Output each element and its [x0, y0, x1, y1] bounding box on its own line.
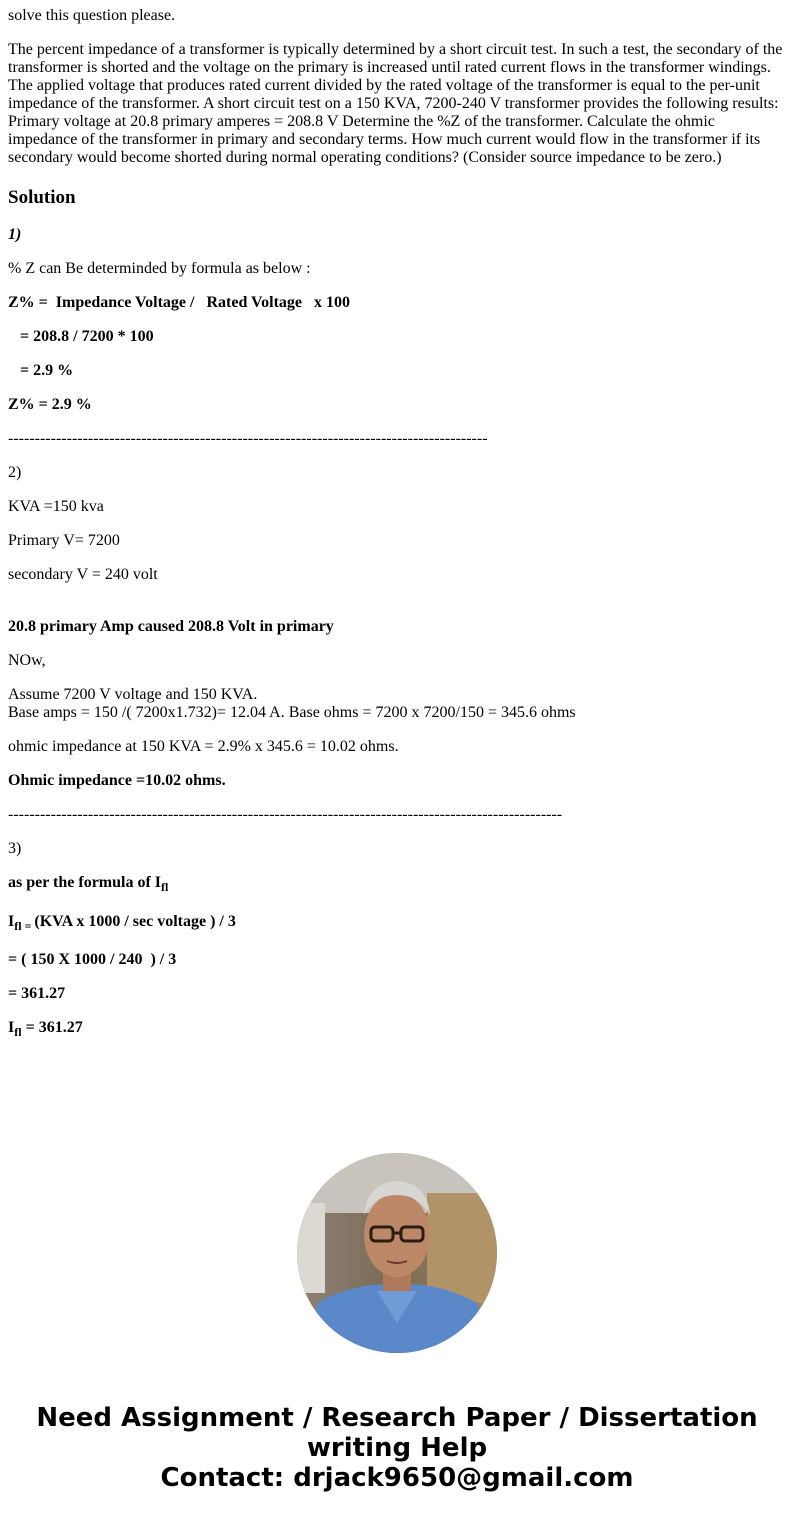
solution-document [8, 0, 786, 1040]
part3-formula: $I_{fl =}$ (KVA x 1000 / sec voltage ) / 3 [8, 913, 236, 934]
part2-label: 2) [8, 464, 22, 481]
promo-banner [0, 1403, 794, 1493]
part2-secondary: secondary V = 240 volt [8, 566, 158, 583]
part1-step1: = 208.8 / 7200 * 100 [20, 328, 154, 345]
question-prompt: solve this question please. [8, 7, 176, 24]
part2-assume: Assume 7200 V voltage and 150 KVA. [8, 686, 258, 703]
part2-kva: KVA =150 kva [8, 498, 104, 515]
part1-step2: = 2.9 % [20, 362, 74, 379]
part1-result: Z% = 2.9 % [8, 396, 92, 413]
part3-step1: = ( 150 X 1000 / 240 ) / 3 [8, 951, 177, 968]
part1-formula: Z% = Impedance Voltage / Rated Voltage x 100 [8, 294, 351, 311]
promo-contact: Contact: drjack9650@gmail.com [160, 1463, 634, 1493]
part2-base: Base amps = 150 /( 7200x1.732)= 12.04 A. Base ohms = 7200 x 7200/150 = 345.6 ohms [8, 704, 576, 721]
part1-intro: % Z can Be determinded by formula as below : [8, 260, 311, 277]
part3-result: $I_{fl} = 361.27$ [8, 1019, 83, 1040]
part2-caused: 20.8 primary Amp caused 208.8 Volt in primary [8, 618, 334, 635]
divider-1: ------------------------------------------------------------------------------------------ [8, 430, 488, 447]
part3-label: 3) [8, 840, 22, 857]
promo-line-1: Need Assignment / Research Paper / Dissertation [36, 1403, 758, 1433]
divider-2: -------------------------------------------------------------------------------------------------------- [8, 806, 563, 823]
author-avatar [297, 1153, 497, 1353]
part2-result: Ohmic impedance =10.02 ohms. [8, 772, 226, 789]
question-body: The percent impedance of a transformer is typically determined by a short circuit test. In such a test, the secondary of the transformer is shorted and the voltage on the primary is increased until rated current flows in the transformer windings. The applied voltage that produces rated current divided by the rated voltage of the transformer is equal to the per-unit impedance of the transformer. A short circuit test on a 150 KVA, 7200-240 V transformer provides the following results: Primary voltage at 20.8 primary amperes = 208.8 V Determine the %Z of the transformer. Calculate the ohmic impedance of the transformer in primary and secondary terms. How much current would flow in the transformer if its secondary would become shorted during normal operating conditions? (Consider source impedance to be zero.) [8, 41, 783, 166]
part2-ohmic: ohmic impedance at 150 KVA = 2.9% x 345.6 = 10.02 ohms. [8, 738, 399, 755]
part3-formula-intro: as per the formula of $I_{fl}$ [8, 874, 169, 895]
part3-step2: = 361.27 [8, 985, 66, 1002]
part2-now: NOw, [8, 652, 46, 669]
solution-heading: Solution [8, 187, 76, 208]
promo-line-2: writing Help [306, 1433, 488, 1463]
part2-primary: Primary V= 7200 [8, 532, 120, 549]
part1-label: 1) [8, 226, 22, 243]
author-photo [297, 1153, 497, 1353]
